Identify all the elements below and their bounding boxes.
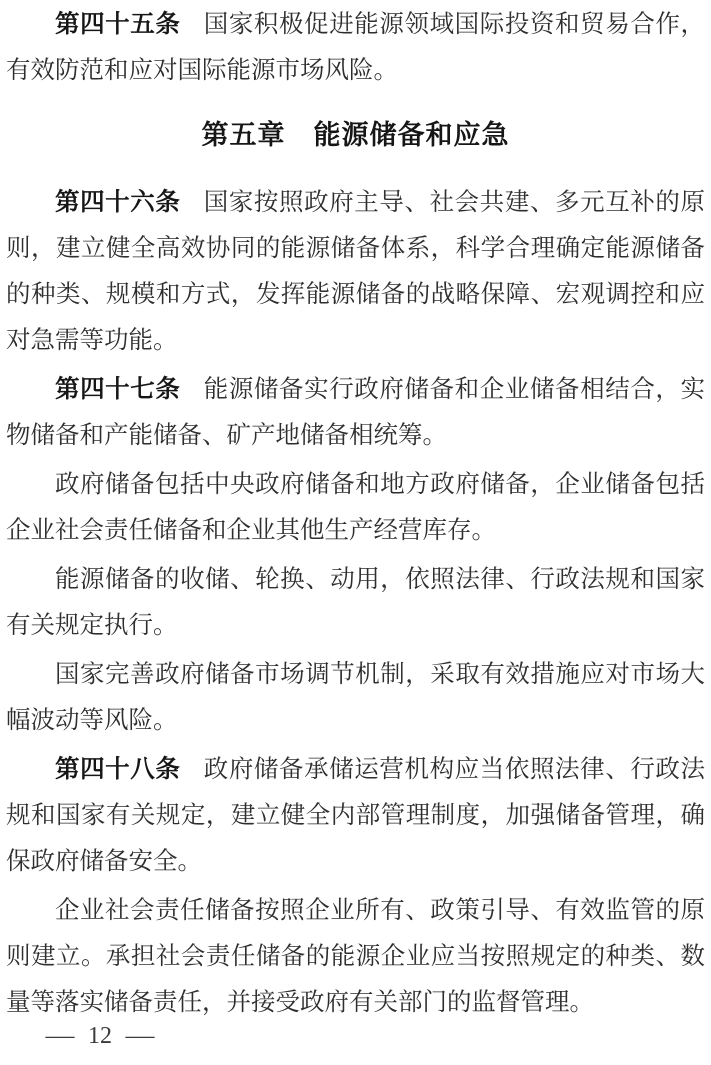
- article-number: 第四十五条: [55, 11, 181, 38]
- body-paragraph: 能源储备的收储、轮换、动用，依照法律、行政法规和国家有关规定执行。: [6, 566, 705, 639]
- footer-dash-left: —: [45, 1023, 75, 1049]
- footer-dash-right: —: [125, 1023, 155, 1049]
- article-number: 第四十七条: [55, 376, 181, 403]
- body-paragraph: 企业社会责任储备按照企业所有、政策引导、有效监管的原则建立。承担社会责任储备的能源企业应当按照规定的种类、数量等落实储备责任，并接受政府有关部门的监督管理。: [6, 897, 705, 1016]
- page-number: 12: [88, 1023, 112, 1049]
- article-number: 第四十八条: [55, 756, 181, 783]
- chapter-heading: 第五章 能源储备和应急: [201, 120, 510, 150]
- article-paragraph: 第四十八条 政府储备承储运营机构应当依照法律、行政法规和国家有关规定，建立健全内部管理制度，加强储备管理，确保政府储备安全。: [6, 756, 706, 875]
- document-body: [6, 2, 705, 1026]
- body-paragraph: 政府储备包括中央政府储备和地方政府储备，企业储备包括企业社会责任储备和企业其他生产经营库存。: [6, 471, 705, 544]
- body-paragraph: 国家完善政府储备市场调节机制，采取有效措施应对市场大幅波动等风险。: [6, 661, 705, 734]
- article-paragraph: 第四十五条 国家积极促进能源领域国际投资和贸易合作，有效防范和应对国际能源市场风险。: [6, 11, 706, 84]
- article-number: 第四十六条: [55, 189, 181, 216]
- page-footer: [45, 1023, 155, 1049]
- article-paragraph: 第四十六条 国家按照政府主导、社会共建、多元互补的原则，建立健全高效协同的能源储备体系，科学合理确定能源储备的种类、规模和方式，发挥能源储备的战略保障、宏观调控和应对急需等功能。: [6, 189, 706, 354]
- article-paragraph: 第四十七条 能源储备实行政府储备和企业储备相结合，实物储备和产能储备、矿产地储备相统筹。: [6, 376, 706, 449]
